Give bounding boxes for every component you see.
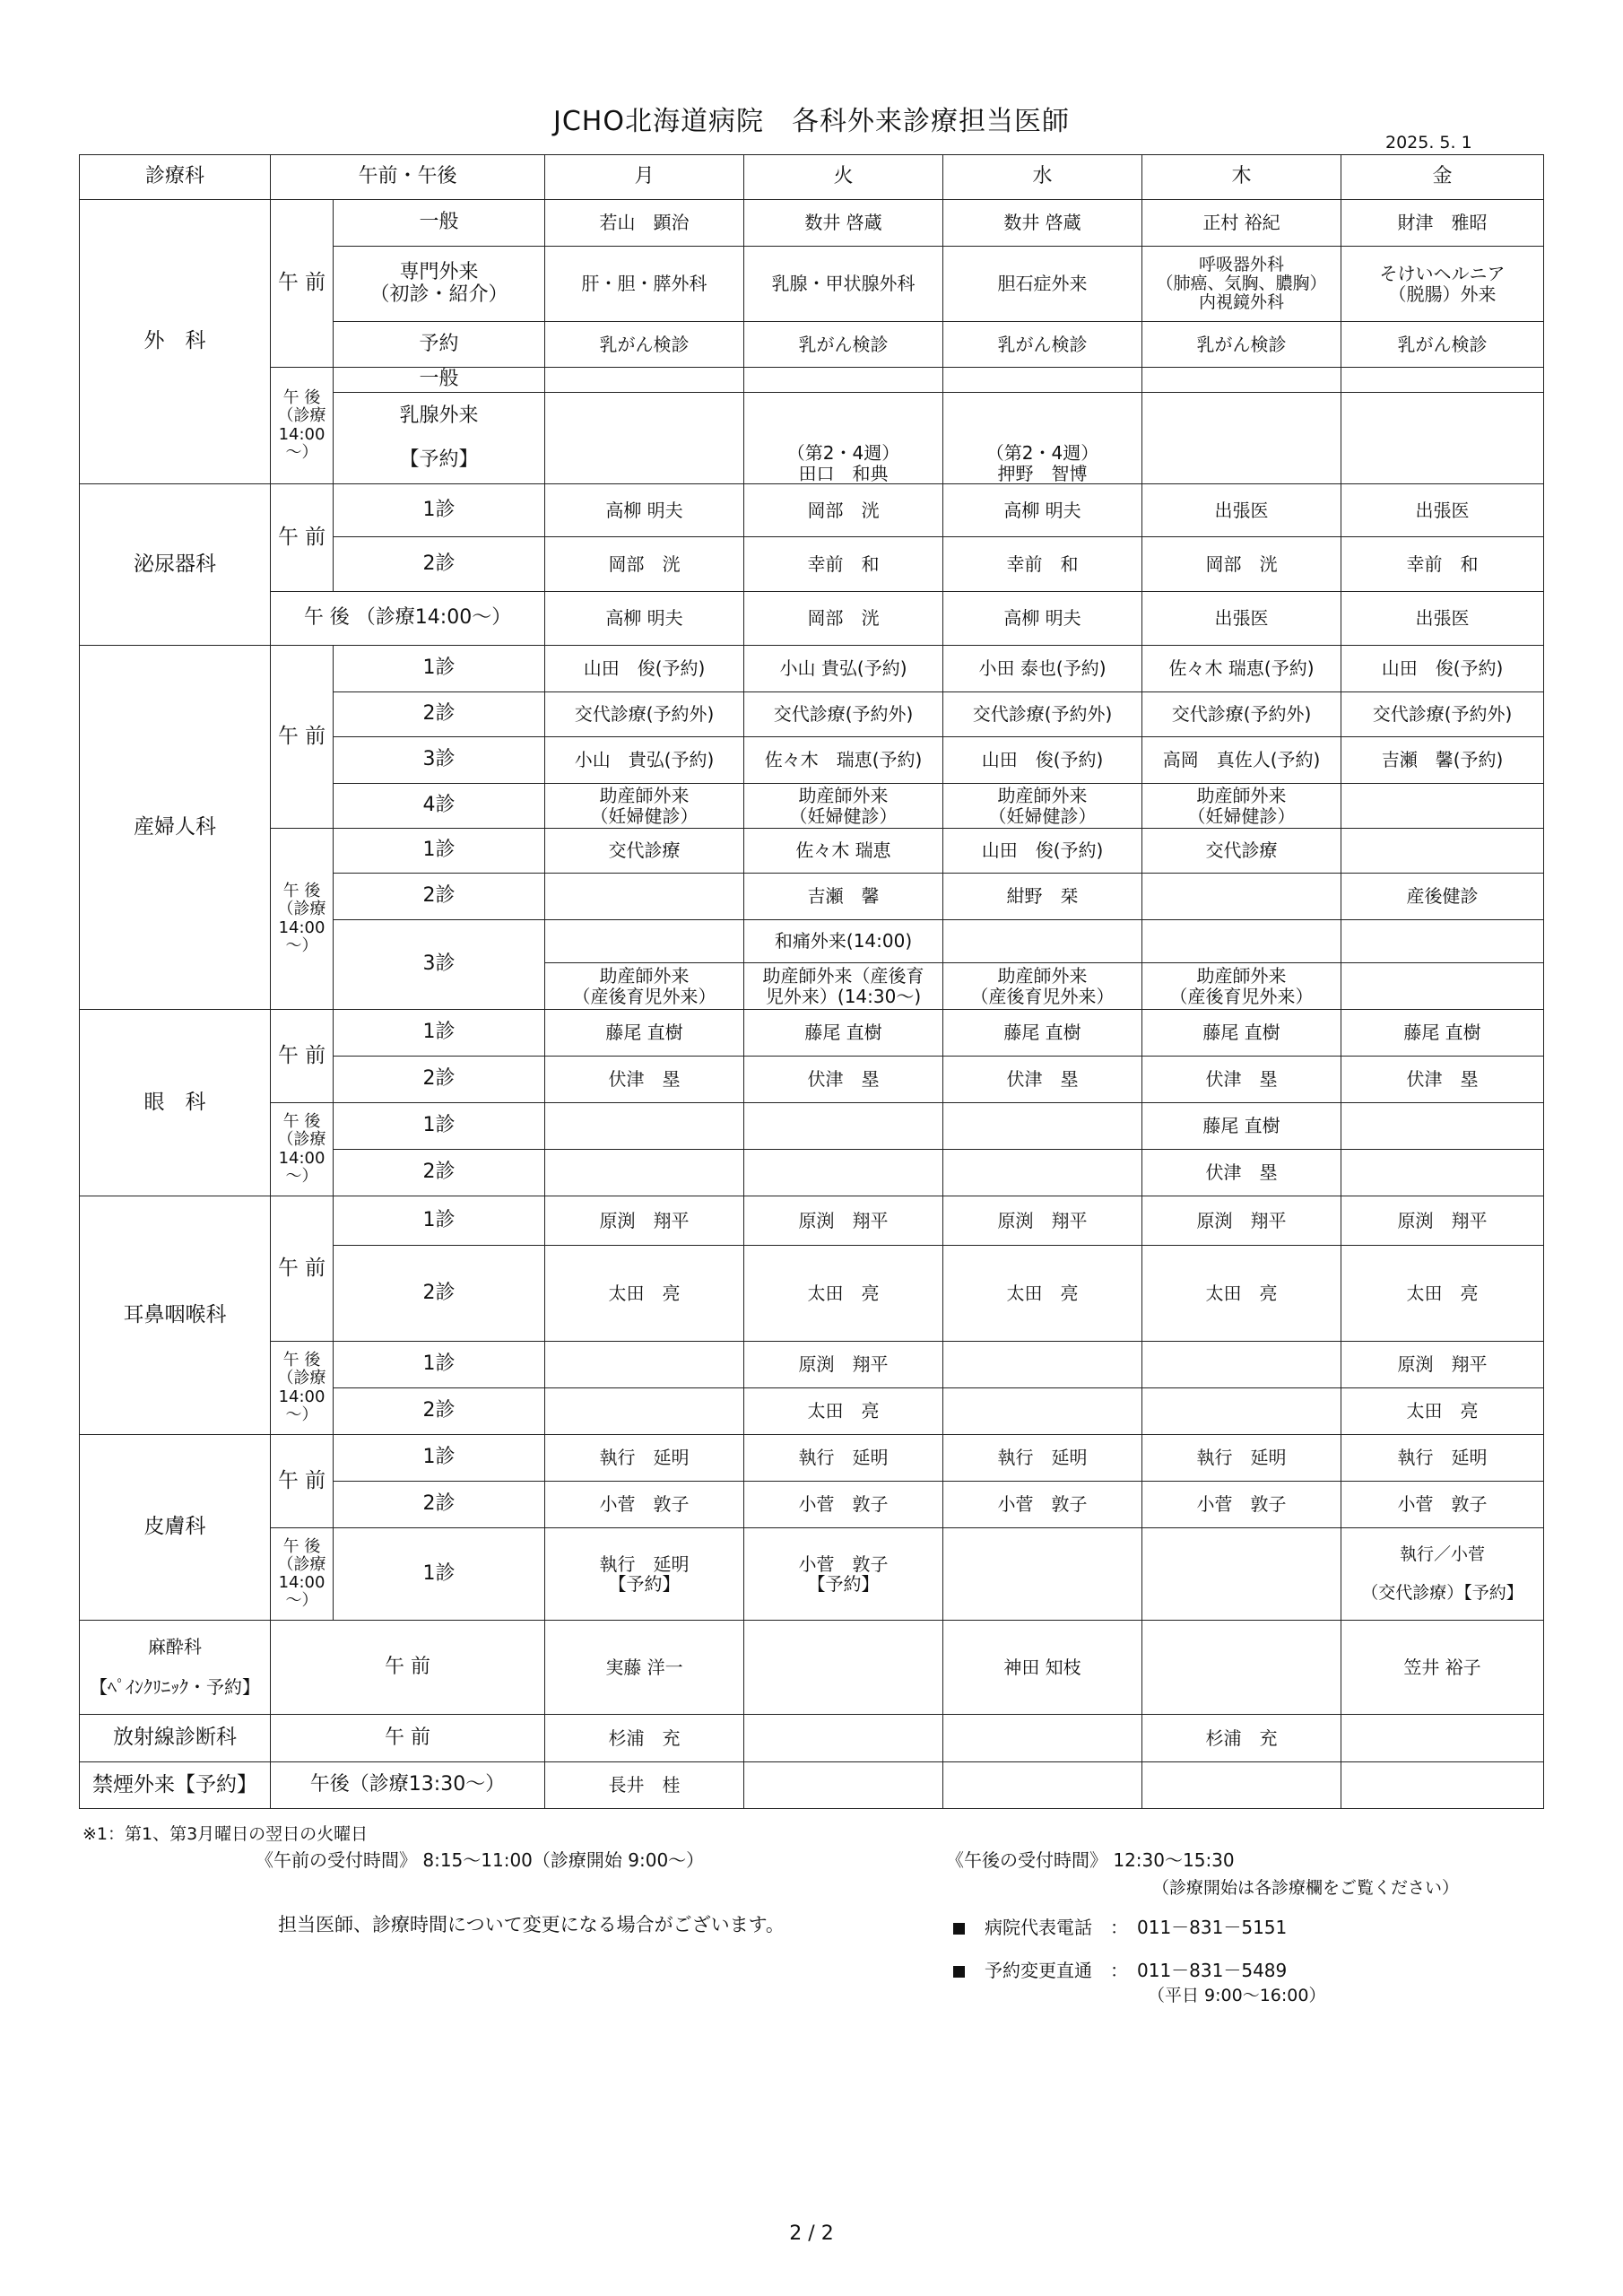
empty-cell <box>1341 1762 1544 1809</box>
doctor-cell: 高岡 真佐人(予約) <box>1142 737 1341 784</box>
empty-cell <box>545 1388 744 1435</box>
doctor-cell: 原渕 翔平 <box>545 1196 744 1246</box>
slot-label: 1診 <box>334 1010 545 1057</box>
doctor-cell: 太田 亮 <box>943 1246 1142 1342</box>
slot-label: 専門外来 （初診・紹介） <box>334 247 545 322</box>
dept-surgery: 外 科 <box>80 200 271 484</box>
empty-cell <box>943 1715 1142 1762</box>
empty-cell <box>744 1103 943 1150</box>
doctor-cell: 財津 雅昭 <box>1341 200 1544 247</box>
doctor-cell: 藤尾 直樹 <box>1142 1010 1341 1057</box>
change-notice: 担当医師、診療時間について変更になる場合がございます。 <box>278 1914 785 1935</box>
header-ampm: 午前・午後 <box>271 155 545 200</box>
slot-label: 1診 <box>334 1342 545 1388</box>
table-row <box>80 1010 1544 1057</box>
doctor-cell: 岡部 洸 <box>545 537 744 592</box>
doctor-cell: 伏津 塁 <box>545 1057 744 1103</box>
empty-cell <box>545 1342 744 1388</box>
empty-cell <box>1341 784 1544 829</box>
empty-cell <box>744 368 943 393</box>
slot-label: 2診 <box>334 874 545 920</box>
doctor-cell: 吉瀬 馨(予約) <box>1341 737 1544 784</box>
empty-cell <box>1341 963 1544 1010</box>
derm-am-label: 午 前 <box>271 1435 334 1528</box>
slot-label: 2診 <box>334 1388 545 1435</box>
doctor-cell: 幸前 和 <box>943 537 1142 592</box>
schedule-table <box>79 154 1544 1809</box>
doctor-cell: 伏津 塁 <box>1142 1057 1341 1103</box>
empty-cell <box>943 1762 1142 1809</box>
urology-pm-label: 午 後 （診療14:00～） <box>271 592 545 646</box>
slot-label: 2診 <box>334 692 545 737</box>
empty-cell <box>1341 829 1544 874</box>
empty-cell <box>1142 1528 1341 1621</box>
slot-label: 3診 <box>334 920 545 1010</box>
doctor-cell: 太田 亮 <box>744 1246 943 1342</box>
obgyn-pm-label: 午 後 （診療 14:00 ～） <box>271 829 334 1010</box>
dept-obgyn: 産婦人科 <box>80 646 271 1010</box>
ophth-am-label: 午 前 <box>271 1010 334 1103</box>
doctor-cell: 胆石症外来 <box>943 247 1142 322</box>
pm-start-note: （診療開始は各診療欄をご覧ください） <box>1152 1878 1460 1898</box>
slot-label: 2診 <box>334 537 545 592</box>
doctor-cell: 佐々木 瑞恵 <box>744 829 943 874</box>
doctor-cell: 小菅 敦子 <box>545 1482 744 1528</box>
table-row <box>80 1762 1544 1809</box>
dept-ent: 耳鼻咽喉科 <box>80 1196 271 1435</box>
table-row <box>80 1196 1544 1246</box>
empty-cell <box>1341 1150 1544 1196</box>
table-row <box>80 200 1544 247</box>
dept-smoking: 禁煙外来【予約】 <box>80 1762 271 1809</box>
doctor-cell: 正村 裕紀 <box>1142 200 1341 247</box>
slot-label: 2診 <box>334 1150 545 1196</box>
doctor-cell: 若山 顕治 <box>545 200 744 247</box>
doctor-cell: 執行 延明 <box>744 1435 943 1482</box>
slot-label: 2診 <box>334 1246 545 1342</box>
slot-label: 4診 <box>334 784 545 829</box>
page-number: 2 / 2 <box>789 2222 834 2245</box>
table-row <box>80 1621 1544 1715</box>
table-row <box>80 484 1544 537</box>
doctor-cell: 助産師外来 （産後育児外来） <box>1142 963 1341 1010</box>
doctor-cell: 伏津 塁 <box>744 1057 943 1103</box>
doctor-cell: 執行 延明 【予約】 <box>545 1528 744 1621</box>
doctor-cell: 助産師外来 （産後育児外来） <box>943 963 1142 1010</box>
doctor-cell: 佐々木 瑞恵(予約) <box>744 737 943 784</box>
doctor-cell: 伏津 塁 <box>1341 1057 1544 1103</box>
doctor-cell: 助産師外来 （妊婦健診） <box>1142 784 1341 829</box>
doctor-cell: 太田 亮 <box>1142 1246 1341 1342</box>
doctor-cell: 藤尾 直樹 <box>545 1010 744 1057</box>
doctor-cell: 執行／小菅 （交代診療）【予約】 <box>1341 1528 1544 1621</box>
doctor-cell: 幸前 和 <box>744 537 943 592</box>
slot-label: 1診 <box>334 484 545 537</box>
table-row <box>80 1528 1544 1621</box>
table-row <box>80 1103 1544 1150</box>
doctor-cell: 山田 俊(予約) <box>943 737 1142 784</box>
doctor-cell: 呼吸器外科 （肺癌、気胸、膿胸） 内視鏡外科 <box>1142 247 1341 322</box>
doctor-cell: 和痛外来(14:00) <box>744 920 943 963</box>
doctor-cell: 岡部 洸 <box>1142 537 1341 592</box>
header-tue: 火 <box>744 155 943 200</box>
doctor-cell: 小菅 敦子 【予約】 <box>744 1528 943 1621</box>
tel-hours: （平日 9:00～16:00） <box>1148 1986 1326 2005</box>
bullet-square-icon <box>953 1966 965 1978</box>
slot-label: 1診 <box>334 1103 545 1150</box>
surgery-pm-label: 午 後 （診療 14:00 ～） <box>271 368 334 484</box>
doctor-cell: 出張医 <box>1142 592 1341 646</box>
doctor-cell: 山田 俊(予約) <box>943 829 1142 874</box>
dept-ophth: 眼 科 <box>80 1010 271 1196</box>
table-row <box>80 368 1544 393</box>
table-row <box>80 646 1544 692</box>
pm-reception-time: 《午後の受付時間》 12:30～15:30 <box>946 1849 1235 1871</box>
doctor-cell: 岡部 洸 <box>744 484 943 537</box>
slot-label: 乳腺外来 【予約】 <box>334 393 545 484</box>
doctor-cell: 小菅 敦子 <box>943 1482 1142 1528</box>
slot-label: 2診 <box>334 1482 545 1528</box>
doctor-cell: 藤尾 直樹 <box>1341 1010 1544 1057</box>
ent-pm-label: 午 後 （診療 14:00 ～） <box>271 1342 334 1435</box>
doctor-cell: 原渕 翔平 <box>1341 1196 1544 1246</box>
doctor-cell: 乳がん検診 <box>1341 322 1544 368</box>
empty-cell <box>744 1762 943 1809</box>
doctor-cell: 出張医 <box>1341 484 1544 537</box>
header-fri: 金 <box>1341 155 1544 200</box>
dept-anesth: 麻酔科 【ﾍﾟｲﾝｸﾘﾆｯｸ・予約】 <box>80 1621 271 1715</box>
table-row <box>80 1715 1544 1762</box>
doctor-cell: 乳がん検診 <box>744 322 943 368</box>
table-row <box>80 592 1544 646</box>
doctor-cell: 小田 泰也(予約) <box>943 646 1142 692</box>
doctor-cell: 伏津 塁 <box>943 1057 1142 1103</box>
ophth-pm-label: 午 後 （診療 14:00 ～） <box>271 1103 334 1196</box>
doctor-cell: 執行 延明 <box>1341 1435 1544 1482</box>
doctor-cell: 杉浦 充 <box>545 1715 744 1762</box>
doctor-cell: 小菅 敦子 <box>744 1482 943 1528</box>
table-row <box>80 1435 1544 1482</box>
doctor-cell: 交代診療(予約外) <box>1341 692 1544 737</box>
empty-cell <box>943 1528 1142 1621</box>
doctor-cell: 伏津 塁 <box>1142 1150 1341 1196</box>
slot-label: 2診 <box>334 1057 545 1103</box>
empty-cell <box>1341 368 1544 393</box>
empty-cell <box>1341 920 1544 963</box>
doctor-cell: 助産師外来 （妊婦健診） <box>943 784 1142 829</box>
empty-cell <box>1142 393 1341 484</box>
doctor-cell: 実藤 洋一 <box>545 1621 744 1715</box>
tel-main-line <box>953 1913 1287 1939</box>
doctor-cell: 出張医 <box>1341 592 1544 646</box>
slot-label: 1診 <box>334 829 545 874</box>
doctor-cell: 助産師外来 （産後育児外来） <box>545 963 744 1010</box>
empty-cell <box>943 1150 1142 1196</box>
doctor-cell: 岡部 洸 <box>744 592 943 646</box>
empty-cell <box>1341 1715 1544 1762</box>
doctor-cell: 紺野 栞 <box>943 874 1142 920</box>
doctor-cell: 数井 啓蔵 <box>943 200 1142 247</box>
doctor-cell: 数井 啓蔵 <box>744 200 943 247</box>
doctor-cell: （第2・4週） 田口 和典 <box>744 393 943 484</box>
header-mon: 月 <box>545 155 744 200</box>
empty-cell <box>1142 920 1341 963</box>
dept-radiology: 放射線診断科 <box>80 1715 271 1762</box>
doctor-cell: 執行 延明 <box>1142 1435 1341 1482</box>
footnote: ※1：第1、第3月曜日の翌日の火曜日 <box>82 1824 369 1844</box>
slot-label: 1診 <box>334 646 545 692</box>
doctor-cell: 山田 俊(予約) <box>1341 646 1544 692</box>
ent-am-label: 午 前 <box>271 1196 334 1342</box>
dept-urology: 泌尿器科 <box>80 484 271 646</box>
tel-reserve-line <box>953 1956 1287 1982</box>
doctor-cell: 執行 延明 <box>943 1435 1142 1482</box>
slot-label: 午後（診療13:30～） <box>271 1762 545 1809</box>
doctor-cell: 乳がん検診 <box>545 322 744 368</box>
slot-label: 予約 <box>334 322 545 368</box>
doctor-cell: 神田 知枝 <box>943 1621 1142 1715</box>
empty-cell <box>1341 393 1544 484</box>
slot-label: 3診 <box>334 737 545 784</box>
empty-cell <box>744 1621 943 1715</box>
header-dept: 診療科 <box>80 155 271 200</box>
doctor-cell: 小菅 敦子 <box>1142 1482 1341 1528</box>
urology-am-label: 午 前 <box>271 484 334 592</box>
empty-cell <box>744 1150 943 1196</box>
doctor-cell: 高柳 明夫 <box>545 592 744 646</box>
doctor-cell: 笠井 裕子 <box>1341 1621 1544 1715</box>
slot-label: 一般 <box>334 368 545 393</box>
doctor-cell: 高柳 明夫 <box>943 484 1142 537</box>
tel-reserve: 予約変更直通 ： 011－831－5489 <box>985 1960 1288 1981</box>
doctor-cell: 太田 亮 <box>1341 1388 1544 1435</box>
empty-cell <box>1142 1762 1341 1809</box>
empty-cell <box>545 874 744 920</box>
doctor-cell: 藤尾 直樹 <box>943 1010 1142 1057</box>
doctor-cell: 助産師外来（産後育 児外来）(14:30～) <box>744 963 943 1010</box>
issue-date: 2025. 5. 1 <box>1385 133 1472 152</box>
empty-cell <box>545 393 744 484</box>
slot-label: 1診 <box>334 1528 545 1621</box>
empty-cell <box>1142 1621 1341 1715</box>
doctor-cell: 原渕 翔平 <box>1341 1342 1544 1388</box>
slot-label: 午 前 <box>271 1715 545 1762</box>
doctor-cell: 原渕 翔平 <box>744 1342 943 1388</box>
doctor-cell: 原渕 翔平 <box>1142 1196 1341 1246</box>
doctor-cell: 乳腺・甲状腺外科 <box>744 247 943 322</box>
dept-derm: 皮膚科 <box>80 1435 271 1621</box>
doctor-cell: 交代診療(予約外) <box>1142 692 1341 737</box>
doctor-cell: 交代診療 <box>1142 829 1341 874</box>
doctor-cell: 小山 貴弘(予約) <box>545 737 744 784</box>
surgery-am-label: 午 前 <box>271 200 334 368</box>
tel-main: 病院代表電話 ： 011－831－5151 <box>985 1917 1288 1938</box>
doctor-cell: 太田 亮 <box>545 1246 744 1342</box>
empty-cell <box>545 920 744 963</box>
slot-label: 午 前 <box>271 1621 545 1715</box>
doctor-cell: 原渕 翔平 <box>744 1196 943 1246</box>
empty-cell <box>1142 1388 1341 1435</box>
doctor-cell: 執行 延明 <box>545 1435 744 1482</box>
slot-label: 1診 <box>334 1435 545 1482</box>
doctor-cell: 交代診療 <box>545 829 744 874</box>
doctor-cell: 藤尾 直樹 <box>744 1010 943 1057</box>
empty-cell <box>943 1103 1142 1150</box>
empty-cell <box>744 1715 943 1762</box>
doctor-cell: 高柳 明夫 <box>545 484 744 537</box>
table-row <box>80 1342 1544 1388</box>
doctor-cell: 太田 亮 <box>744 1388 943 1435</box>
doctor-cell: 高柳 明夫 <box>943 592 1142 646</box>
empty-cell <box>545 1103 744 1150</box>
doctor-cell: 吉瀬 馨 <box>744 874 943 920</box>
doctor-cell: 佐々木 瑞恵(予約) <box>1142 646 1341 692</box>
bullet-square-icon <box>953 1923 965 1935</box>
doctor-cell: 原渕 翔平 <box>943 1196 1142 1246</box>
doctor-cell: そけいヘルニア （脱腸）外来 <box>1341 247 1544 322</box>
obgyn-am-label: 午 前 <box>271 646 334 829</box>
empty-cell <box>545 368 744 393</box>
doctor-cell: 小菅 敦子 <box>1341 1482 1544 1528</box>
doctor-cell: 肝・胆・膵外科 <box>545 247 744 322</box>
am-reception-time: 《午前の受付時間》 8:15～11:00（診療開始 9:00～） <box>256 1849 705 1871</box>
empty-cell <box>943 1388 1142 1435</box>
doctor-cell: 助産師外来 （妊婦健診） <box>744 784 943 829</box>
empty-cell <box>1341 1103 1544 1150</box>
doctor-cell: 乳がん検診 <box>943 322 1142 368</box>
doctor-cell: 出張医 <box>1142 484 1341 537</box>
empty-cell <box>1142 368 1341 393</box>
empty-cell <box>943 920 1142 963</box>
doctor-cell: 山田 俊(予約) <box>545 646 744 692</box>
slot-label: 一般 <box>334 200 545 247</box>
doctor-cell: 杉浦 充 <box>1142 1715 1341 1762</box>
doctor-cell: 乳がん検診 <box>1142 322 1341 368</box>
doctor-cell: 藤尾 直樹 <box>1142 1103 1341 1150</box>
empty-cell <box>545 1150 744 1196</box>
doctor-cell: 太田 亮 <box>1341 1246 1544 1342</box>
doctor-cell: 長井 桂 <box>545 1762 744 1809</box>
header-row <box>80 155 1544 200</box>
doctor-cell: 小山 貴弘(予約) <box>744 646 943 692</box>
doctor-cell: 交代診療(予約外) <box>943 692 1142 737</box>
doctor-cell: 交代診療(予約外) <box>744 692 943 737</box>
empty-cell <box>943 1342 1142 1388</box>
empty-cell <box>1142 874 1341 920</box>
derm-pm-label: 午 後 （診療 14:00 ～） <box>271 1528 334 1621</box>
table-row <box>80 829 1544 874</box>
doctor-cell: 助産師外来 （妊婦健診） <box>545 784 744 829</box>
doctor-cell: 産後健診 <box>1341 874 1544 920</box>
doctor-cell: 幸前 和 <box>1341 537 1544 592</box>
slot-label: 1診 <box>334 1196 545 1246</box>
header-wed: 水 <box>943 155 1142 200</box>
doctor-cell: 交代診療(予約外) <box>545 692 744 737</box>
empty-cell <box>943 368 1142 393</box>
doctor-cell: （第2・4週） 押野 智博 <box>943 393 1142 484</box>
header-thu: 木 <box>1142 155 1341 200</box>
document-title: JCHO北海道病院 各科外来診療担当医師 <box>553 106 1070 137</box>
empty-cell <box>1142 1342 1341 1388</box>
